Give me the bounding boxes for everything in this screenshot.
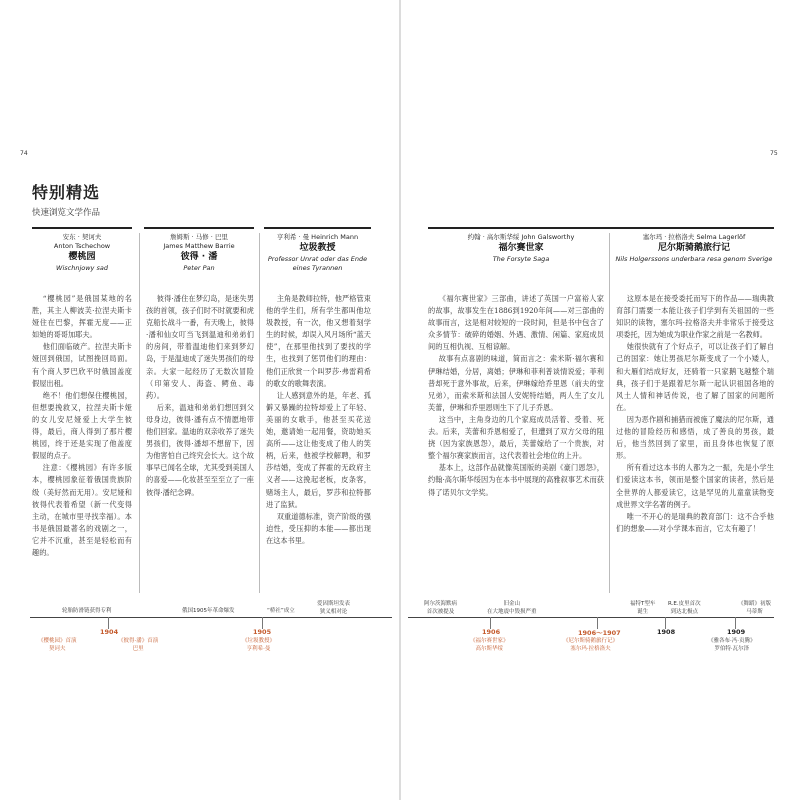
paragraph: 基本上，这部作品就像英国版的美剧《豪门恩怨》，约翰·高尔斯华绥因为在本书中展现的高雅叙事艺术而获得了诺贝尔文学奖。 xyxy=(428,463,604,497)
paragraph: 他们面临破产。拉涅夫斯卡娅回到俄国，试图挽回局面。有个商人罗巴欣平时俄国盖度假屋出租。 xyxy=(32,342,132,388)
timeline-event: 旧金山 在大地震中毁损严重 xyxy=(487,601,537,615)
work-text xyxy=(616,293,774,535)
author-name-en: Anton Tschechow xyxy=(53,242,111,250)
timeline-event: 轮胎防滑链获得专利 xyxy=(62,608,112,614)
work-title: 垃圾教授 xyxy=(299,243,336,253)
timeline-event: 阿尔茨海默病 首次被提及 xyxy=(424,601,458,615)
paragraph: 让人感到意外的是，年老、孤僻又暴躁的拉特却爱上了年轻、美丽的女歌手，他甚至买花送她，邀请她一起用餐，资助她买高所——这让他变成了他人的笑柄，后来，他被学校解聘，和罗莎结婚，变成了挥霍的无政府主义者——这挽起老板，皮条客，赌场主人，最后，罗莎和拉特都进了监狱。 xyxy=(266,390,371,509)
section-title: 特别精选 xyxy=(32,183,101,202)
paragraph: 主角是教师拉特，他严格管束他的学生们，所有学生都叫他垃圾教授，有一次，他又想着刻学生的时候，却误入风月场所“蓝天使”，在那里他找到了要找的学生，也找到了惩罚他们的理由：他们正欣赏一个叫罗莎·弗雷莉希的歌女的歌舞表演。 xyxy=(266,294,371,388)
timeline-work-event: 《福尔赛世家》 高尔斯华绥 xyxy=(470,638,509,652)
author-name-en: James Matthew Barrie xyxy=(163,242,235,250)
paragraph: 这原本是在接受委托而写下的作品——瑞典教育部门需要一本能让孩子们学到有关祖国的一些知识的读物，塞尔玛·拉格洛夫并非常乐于接受这项委托，因为她成为职业作家之前是一名教师。 xyxy=(616,294,774,340)
timeline-event: 爱因斯坦发表 狭义相对论 xyxy=(317,601,351,615)
column-bar xyxy=(614,227,774,229)
column-bar xyxy=(264,227,371,229)
timeline-event: 《舞蹈》初版 马蒂斯 xyxy=(738,601,772,615)
work-original-title: Nils Holgerssons underbara resa genom Sverige xyxy=(615,255,773,263)
timeline-work-event: 《彼得·潘》首演 巴里 xyxy=(118,638,159,652)
author-name: 约翰 · 高尔斯华绥 John Galsworthy xyxy=(467,233,575,241)
work-header xyxy=(428,233,614,264)
paragraph: 双重道德标准，资产阶级的强迫性，受压抑的本能——都出现在这本书里。 xyxy=(266,511,371,545)
column-bar xyxy=(32,227,132,229)
paragraph: 彼得·潘住在梦幻岛，是迷失男孩的首领，孩子们时不时就要和虎克船长战斗一番，有天晚上，彼得·潘和仙女叮当飞到温迪和弟弟们的房间，带着温迪他们来到梦幻岛，于是温迪成了迷失男孩们的母亲。大家一起经历了无数次冒险（印第安人、海盗、鳄鱼、毒药）。 xyxy=(146,294,254,400)
work-header xyxy=(32,233,132,273)
timeline-year: 1904 xyxy=(100,628,119,636)
work-header xyxy=(144,233,254,273)
work-text xyxy=(146,293,254,499)
work-text xyxy=(32,293,132,559)
timeline-year: 1906～1907 xyxy=(578,629,621,637)
timeline-event: R.E.皮里首次 到达北极点 xyxy=(668,601,701,615)
work-text xyxy=(266,293,371,547)
timeline-event: 俄国1905年革命爆发 xyxy=(182,608,235,614)
work-title: 尼尔斯骑鹅旅行记 xyxy=(657,243,730,253)
work-original-title: Professor Unrat oder das Ende eines Tyrannen xyxy=(267,255,368,272)
work-header xyxy=(614,233,774,264)
paragraph: 故事有点喜剧的味道，简而言之：索米斯·福尔赛和伊琳结婚，分居，离婚；伊琳和菲利普谈情说爱；菲利普却死于意外事故，后来，伊琳嫁给乔里恩（前夫的堂兄弟），而索米斯和法国人安妮特结婚，两人生了女儿芙蕾，伊琳和乔里恩则生下了儿子乔恩。 xyxy=(428,354,604,412)
work-title: 樱桃园 xyxy=(68,252,96,262)
work-header xyxy=(264,233,371,273)
work-original-title: Peter Pan xyxy=(183,264,215,272)
timeline-year: 1905 xyxy=(253,628,272,636)
author-name-cn: 詹姆斯 · 马修 · 巴里 xyxy=(170,233,228,241)
timeline-event: 《雅各布·冯·贡腾》 罗伯特·瓦尔泽 xyxy=(708,638,756,652)
page-number-left: 74 xyxy=(20,150,28,157)
paragraph: 她很快就有了个好点子，可以让孩子们了解自己的国家：她让男孩尼尔斯变成了一个小矮人，和大雁们结成好友，还骑着一只家鹅飞越整个瑞典，孩子们于是跟着尼尔斯一起认识祖国各地的风土人情和神话传说，也了解了国家的问题所在。 xyxy=(616,342,774,412)
work-title: 彼得 · 潘 xyxy=(180,252,218,262)
column-divider xyxy=(259,233,260,593)
author-name-cn: 安东 · 契诃夫 xyxy=(62,233,102,241)
paragraph: 绝不！他们想保住樱桃园，但想要挽救又，拉涅夫斯卡娅的女儿安尼娅爱上大学生彼得，最后，商人得到了那片樱桃园，终于还是实现了他盖度假屋的点子。 xyxy=(32,390,132,461)
book-spine xyxy=(399,0,401,800)
timeline-work-event: 《樱桃园》首演 契诃夫 xyxy=(38,638,77,652)
paragraph: 因为恶作剧和捕猎而被施了魔法的尼尔斯，通过他的冒险经历和感悟，成了善良的男孩，最后，他当然回到了家里，而且身体也恢复了原形。 xyxy=(616,414,774,461)
paragraph: 所有看过这本书的人都为之一振，先是小学生们爱读这本书，领而是整个国家的读者，然后是全世界的人都爱读它，这是罕见的儿童童读物变成世界文学名著的例子。 xyxy=(616,463,774,509)
timeline-axis xyxy=(408,617,774,618)
timeline-year: 1906 xyxy=(482,628,501,636)
timeline-work-event: 《垃圾教授》 亨利希·曼 xyxy=(242,638,276,652)
timeline-axis xyxy=(30,617,392,618)
timeline-year: 1909 xyxy=(727,628,746,636)
paragraph: 注意：《樱桃园》有许多版本，樱桃园象征着俄国贵族阶级（美好然而无用）。安尼娅和彼得代表着希望（新一代变得主动，在城市里寻找幸福）。本书是俄国最著名的戏剧之一，它并不沉重，甚至是轻松而有趣的。 xyxy=(32,463,132,557)
timeline-event: 福特T型车 诞生 xyxy=(630,601,656,615)
column-divider xyxy=(139,233,140,593)
column-bar xyxy=(144,227,254,229)
work-text xyxy=(428,293,604,499)
author-name: 亨利希 · 曼 Heinrich Mann xyxy=(276,233,359,241)
paragraph: 《福尔赛世家》三部曲，讲述了英国一户富裕人家的故事，故事发生在1886到1920年间——对三部曲的故事而言，这是相对较短的一段时间，但是书中包含了众多情节：破碎的婚姻、外遇、激情、闲篇、家庭成员间的互相仇视、互相谅解。 xyxy=(428,294,604,352)
column-divider xyxy=(609,233,610,593)
column-bar xyxy=(428,227,614,229)
paragraph: 唯一不开心的是瑞典的教育部门：这不合乎他们的想象——对小学课本而言，它太有趣了！ xyxy=(616,511,774,533)
work-original-title: The Forsyte Saga xyxy=(492,255,550,263)
timeline-event: “桥社”成立 xyxy=(267,608,295,614)
timeline-work-event: 《尼尔斯骑鹅旅行记》 塞尔玛·拉格洛夫 xyxy=(563,638,619,652)
paragraph: 后来，温迪和弟弟们想回到父母身边，彼得·潘有点不情愿地带他们回家。温迪的双亲收养了迷失男孩们，彼得·潘却不想留下，因为他害怕自己终究会长大。这个故事早已闻名全球，尤其受到美国人的喜爱——化妆甚至至至立了一座彼得·潘纪念碑。 xyxy=(146,402,254,497)
section-subtitle: 快速浏览文学作品 xyxy=(32,208,101,218)
author-name: 塞尔玛 · 拉格洛夫 Selma Lagerlöf xyxy=(642,233,746,241)
work-title: 福尔赛世家 xyxy=(498,243,544,253)
work-original-title: Wischnjowy sad xyxy=(56,264,108,272)
timeline-year: 1908 xyxy=(657,628,676,636)
paragraph: 这当中，主角身边的几个家庭成员活着、受着、死去。后来，芙蕾和乔恩相爱了，但遭到了双方父母的阻挠（因为家族恩怨），最后，芙蕾嫁给了一个贵族，对整个福尔赛家族而言，这代表着社会地位的上升。 xyxy=(428,414,604,461)
paragraph: “樱桃园”是俄国某地的名胜，其主人柳波芙·拉涅夫斯卡娅住在巴黎，挥霍无度——正如她的哥哥加耶夫。 xyxy=(32,294,132,340)
page-number-right: 75 xyxy=(770,150,778,157)
